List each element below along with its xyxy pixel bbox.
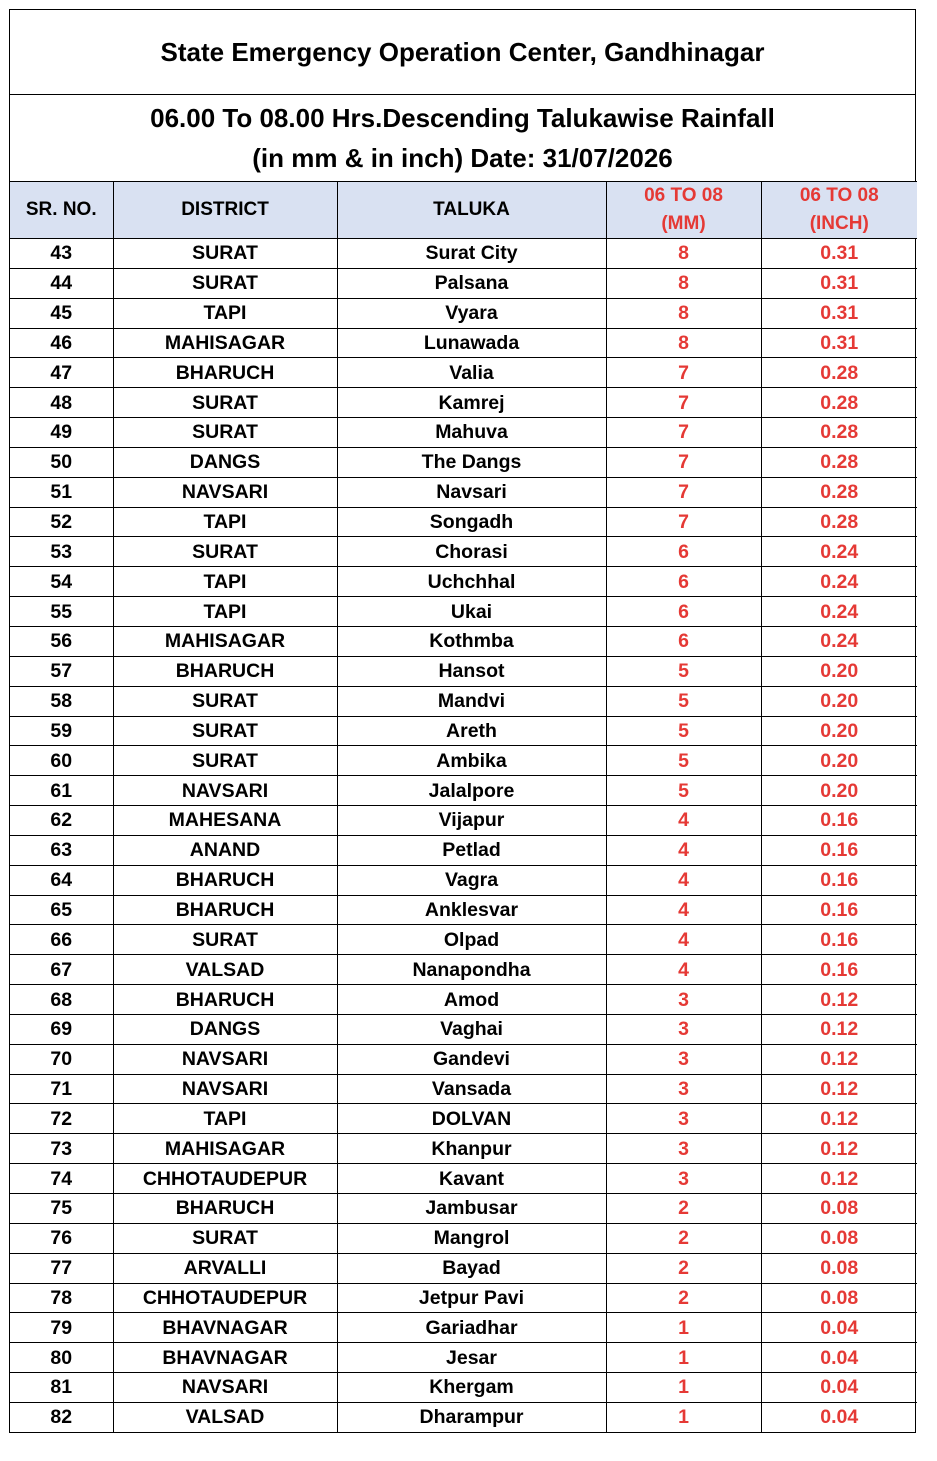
sr-no-cell: 56 bbox=[10, 626, 113, 656]
taluka-cell: Navsari bbox=[337, 477, 606, 507]
col-header-mm-line1: 06 TO 08 bbox=[644, 185, 723, 206]
taluka-cell: Mandvi bbox=[337, 686, 606, 716]
rainfall-inch-cell: 0.20 bbox=[761, 716, 917, 746]
rainfall-mm-cell: 3 bbox=[606, 1074, 761, 1104]
sr-no-cell: 58 bbox=[10, 686, 113, 716]
sr-no-cell: 47 bbox=[10, 358, 113, 388]
sr-no-cell: 76 bbox=[10, 1223, 113, 1253]
rainfall-mm-cell: 2 bbox=[606, 1283, 761, 1313]
district-cell: ANAND bbox=[113, 835, 337, 865]
table-row bbox=[10, 388, 917, 418]
rainfall-inch-cell: 0.16 bbox=[761, 955, 917, 985]
rainfall-mm-cell: 1 bbox=[606, 1343, 761, 1373]
rainfall-mm-cell: 8 bbox=[606, 298, 761, 328]
col-header-inch-line1: 06 TO 08 bbox=[799, 185, 879, 206]
rainfall-mm-cell: 8 bbox=[606, 239, 761, 269]
rainfall-mm-cell: 2 bbox=[606, 1253, 761, 1283]
sr-no-cell: 59 bbox=[10, 716, 113, 746]
district-cell: TAPI bbox=[113, 298, 337, 328]
table-row bbox=[10, 1283, 917, 1313]
rainfall-mm-cell: 3 bbox=[606, 1134, 761, 1164]
district-cell: VALSAD bbox=[113, 1402, 337, 1431]
taluka-cell: Vansada bbox=[337, 1074, 606, 1104]
sr-no-cell: 81 bbox=[10, 1373, 113, 1403]
rainfall-inch-cell: 0.04 bbox=[761, 1373, 917, 1403]
table-row bbox=[10, 1373, 917, 1403]
rainfall-inch-cell: 0.04 bbox=[761, 1343, 917, 1373]
district-cell: ARVALLI bbox=[113, 1253, 337, 1283]
taluka-cell: Mahuva bbox=[337, 418, 606, 448]
table-row bbox=[10, 985, 917, 1015]
district-cell: BHARUCH bbox=[113, 656, 337, 686]
rainfall-inch-cell: 0.28 bbox=[761, 507, 917, 537]
district-cell: VALSAD bbox=[113, 955, 337, 985]
sr-no-cell: 55 bbox=[10, 597, 113, 627]
rainfall-inch-cell: 0.28 bbox=[761, 388, 917, 418]
district-cell: BHARUCH bbox=[113, 865, 337, 895]
col-header-taluka: TALUKA bbox=[337, 182, 606, 239]
taluka-cell: Jambusar bbox=[337, 1194, 606, 1224]
subtitle-line-2: (in mm & in inch) Date: 31/07/2026 bbox=[252, 143, 673, 173]
rainfall-mm-cell: 3 bbox=[606, 1104, 761, 1134]
sr-no-cell: 62 bbox=[10, 806, 113, 836]
sr-no-cell: 65 bbox=[10, 895, 113, 925]
sr-no-cell: 74 bbox=[10, 1164, 113, 1194]
rainfall-inch-cell: 0.24 bbox=[761, 567, 917, 597]
district-cell: BHARUCH bbox=[113, 358, 337, 388]
sr-no-cell: 46 bbox=[10, 328, 113, 358]
col-header-district: DISTRICT bbox=[113, 182, 337, 239]
rainfall-inch-cell: 0.31 bbox=[761, 298, 917, 328]
taluka-cell: Khanpur bbox=[337, 1134, 606, 1164]
district-cell: BHAVNAGAR bbox=[113, 1313, 337, 1343]
rainfall-mm-cell: 1 bbox=[606, 1373, 761, 1403]
col-header-inch-line2: (INCH) bbox=[809, 213, 869, 234]
rainfall-inch-cell: 0.28 bbox=[761, 477, 917, 507]
taluka-cell: Gariadhar bbox=[337, 1313, 606, 1343]
rainfall-mm-cell: 4 bbox=[606, 925, 761, 955]
table-row bbox=[10, 925, 917, 955]
sr-no-cell: 54 bbox=[10, 567, 113, 597]
rainfall-mm-cell: 1 bbox=[606, 1313, 761, 1343]
taluka-cell: Kavant bbox=[337, 1164, 606, 1194]
rainfall-inch-cell: 0.20 bbox=[761, 746, 917, 776]
district-cell: NAVSARI bbox=[113, 1074, 337, 1104]
table-row bbox=[10, 1164, 917, 1194]
taluka-cell: Chorasi bbox=[337, 537, 606, 567]
col-header-sr-no: SR. NO. bbox=[10, 182, 113, 239]
taluka-cell: Dharampur bbox=[337, 1402, 606, 1431]
taluka-cell: The Dangs bbox=[337, 447, 606, 477]
rainfall-inch-cell: 0.24 bbox=[761, 597, 917, 627]
sr-no-cell: 70 bbox=[10, 1044, 113, 1074]
district-cell: MAHESANA bbox=[113, 806, 337, 836]
rainfall-inch-cell: 0.08 bbox=[761, 1194, 917, 1224]
district-cell: BHARUCH bbox=[113, 985, 337, 1015]
district-cell: SURAT bbox=[113, 746, 337, 776]
taluka-cell: Ukai bbox=[337, 597, 606, 627]
rainfall-mm-cell: 1 bbox=[606, 1402, 761, 1431]
sr-no-cell: 52 bbox=[10, 507, 113, 537]
district-cell: BHARUCH bbox=[113, 895, 337, 925]
table-row bbox=[10, 597, 917, 627]
sr-no-cell: 75 bbox=[10, 1194, 113, 1224]
rainfall-inch-cell: 0.16 bbox=[761, 925, 917, 955]
rainfall-inch-cell: 0.12 bbox=[761, 1074, 917, 1104]
sr-no-cell: 67 bbox=[10, 955, 113, 985]
district-cell: TAPI bbox=[113, 507, 337, 537]
taluka-cell: Palsana bbox=[337, 268, 606, 298]
rainfall-mm-cell: 3 bbox=[606, 1164, 761, 1194]
taluka-cell: Lunawada bbox=[337, 328, 606, 358]
rainfall-inch-cell: 0.16 bbox=[761, 835, 917, 865]
district-cell: DANGS bbox=[113, 1014, 337, 1044]
sr-no-cell: 48 bbox=[10, 388, 113, 418]
table-row bbox=[10, 895, 917, 925]
sr-no-cell: 79 bbox=[10, 1313, 113, 1343]
rainfall-inch-cell: 0.28 bbox=[761, 358, 917, 388]
rainfall-mm-cell: 7 bbox=[606, 358, 761, 388]
table-row bbox=[10, 1104, 917, 1134]
table-row bbox=[10, 298, 917, 328]
table-row bbox=[10, 806, 917, 836]
sr-no-cell: 43 bbox=[10, 239, 113, 269]
table-row bbox=[10, 656, 917, 686]
district-cell: NAVSARI bbox=[113, 1373, 337, 1403]
sr-no-cell: 72 bbox=[10, 1104, 113, 1134]
rainfall-inch-cell: 0.31 bbox=[761, 239, 917, 269]
rainfall-mm-cell: 5 bbox=[606, 686, 761, 716]
table-row bbox=[10, 1194, 917, 1224]
table-row bbox=[10, 447, 917, 477]
taluka-cell: Mangrol bbox=[337, 1223, 606, 1253]
rainfall-mm-cell: 5 bbox=[606, 656, 761, 686]
rainfall-inch-cell: 0.24 bbox=[761, 626, 917, 656]
rainfall-inch-cell: 0.12 bbox=[761, 1164, 917, 1194]
rainfall-inch-cell: 0.12 bbox=[761, 1134, 917, 1164]
rainfall-mm-cell: 3 bbox=[606, 1044, 761, 1074]
rainfall-mm-cell: 6 bbox=[606, 626, 761, 656]
taluka-cell: Surat City bbox=[337, 239, 606, 269]
sr-no-cell: 69 bbox=[10, 1014, 113, 1044]
table-row bbox=[10, 268, 917, 298]
sr-no-cell: 80 bbox=[10, 1343, 113, 1373]
rainfall-inch-cell: 0.04 bbox=[761, 1402, 917, 1431]
taluka-cell: Petlad bbox=[337, 835, 606, 865]
sr-no-cell: 60 bbox=[10, 746, 113, 776]
table-row bbox=[10, 626, 917, 656]
district-cell: SURAT bbox=[113, 268, 337, 298]
table-row bbox=[10, 1014, 917, 1044]
district-cell: SURAT bbox=[113, 388, 337, 418]
sr-no-cell: 61 bbox=[10, 776, 113, 806]
rainfall-inch-cell: 0.12 bbox=[761, 985, 917, 1015]
table-row bbox=[10, 1044, 917, 1074]
table-row bbox=[10, 537, 917, 567]
table-row bbox=[10, 418, 917, 448]
table-row bbox=[10, 507, 917, 537]
table-row bbox=[10, 477, 917, 507]
district-cell: TAPI bbox=[113, 597, 337, 627]
taluka-cell: Hansot bbox=[337, 656, 606, 686]
taluka-cell: Valia bbox=[337, 358, 606, 388]
rainfall-inch-cell: 0.28 bbox=[761, 447, 917, 477]
rainfall-mm-cell: 4 bbox=[606, 895, 761, 925]
table-row bbox=[10, 239, 917, 269]
table-row bbox=[10, 1223, 917, 1253]
district-cell: CHHOTAUDEPUR bbox=[113, 1283, 337, 1313]
district-cell: MAHISAGAR bbox=[113, 328, 337, 358]
table-row bbox=[10, 686, 917, 716]
taluka-cell: Ambika bbox=[337, 746, 606, 776]
district-cell: NAVSARI bbox=[113, 1044, 337, 1074]
rainfall-mm-cell: 4 bbox=[606, 955, 761, 985]
taluka-cell: Gandevi bbox=[337, 1044, 606, 1074]
rainfall-mm-cell: 3 bbox=[606, 1014, 761, 1044]
table-row bbox=[10, 1134, 917, 1164]
table-row bbox=[10, 835, 917, 865]
col-header-inch bbox=[761, 182, 917, 239]
sr-no-cell: 44 bbox=[10, 268, 113, 298]
sr-no-cell: 66 bbox=[10, 925, 113, 955]
taluka-cell: Anklesvar bbox=[337, 895, 606, 925]
district-cell: SURAT bbox=[113, 716, 337, 746]
rainfall-inch-cell: 0.08 bbox=[761, 1223, 917, 1253]
taluka-cell: Vaghai bbox=[337, 1014, 606, 1044]
district-cell: MAHISAGAR bbox=[113, 1134, 337, 1164]
rainfall-mm-cell: 6 bbox=[606, 567, 761, 597]
district-cell: SURAT bbox=[113, 686, 337, 716]
taluka-cell: Jetpur Pavi bbox=[337, 1283, 606, 1313]
rainfall-report bbox=[9, 9, 916, 1433]
taluka-cell: Jalalpore bbox=[337, 776, 606, 806]
taluka-cell: Vyara bbox=[337, 298, 606, 328]
rainfall-mm-cell: 2 bbox=[606, 1223, 761, 1253]
rainfall-inch-cell: 0.08 bbox=[761, 1283, 917, 1313]
taluka-cell: Songadh bbox=[337, 507, 606, 537]
table-row bbox=[10, 1313, 917, 1343]
table-header-row bbox=[10, 182, 917, 239]
taluka-cell: Olpad bbox=[337, 925, 606, 955]
district-cell: SURAT bbox=[113, 537, 337, 567]
sr-no-cell: 57 bbox=[10, 656, 113, 686]
rainfall-inch-cell: 0.12 bbox=[761, 1044, 917, 1074]
district-cell: NAVSARI bbox=[113, 477, 337, 507]
district-cell: SURAT bbox=[113, 239, 337, 269]
rainfall-inch-cell: 0.12 bbox=[761, 1014, 917, 1044]
sr-no-cell: 51 bbox=[10, 477, 113, 507]
rainfall-table bbox=[10, 181, 917, 1432]
rainfall-inch-cell: 0.20 bbox=[761, 686, 917, 716]
sr-no-cell: 64 bbox=[10, 865, 113, 895]
district-cell: SURAT bbox=[113, 418, 337, 448]
col-header-mm-line2: (MM) bbox=[661, 213, 706, 234]
taluka-cell: Amod bbox=[337, 985, 606, 1015]
sr-no-cell: 50 bbox=[10, 447, 113, 477]
taluka-cell: Bayad bbox=[337, 1253, 606, 1283]
rainfall-inch-cell: 0.16 bbox=[761, 865, 917, 895]
sr-no-cell: 73 bbox=[10, 1134, 113, 1164]
taluka-cell: Jesar bbox=[337, 1343, 606, 1373]
table-row bbox=[10, 328, 917, 358]
taluka-cell: Kamrej bbox=[337, 388, 606, 418]
rainfall-mm-cell: 8 bbox=[606, 268, 761, 298]
rainfall-mm-cell: 6 bbox=[606, 597, 761, 627]
district-cell: SURAT bbox=[113, 925, 337, 955]
taluka-cell: Nanapondha bbox=[337, 955, 606, 985]
table-row bbox=[10, 1402, 917, 1431]
table-row bbox=[10, 955, 917, 985]
rainfall-mm-cell: 4 bbox=[606, 806, 761, 836]
taluka-cell: Vijapur bbox=[337, 806, 606, 836]
rainfall-inch-cell: 0.24 bbox=[761, 537, 917, 567]
sr-no-cell: 68 bbox=[10, 985, 113, 1015]
sr-no-cell: 82 bbox=[10, 1402, 113, 1431]
col-header-mm bbox=[606, 182, 761, 239]
report-title: State Emergency Operation Center, Gandhinagar bbox=[10, 10, 915, 95]
report-subtitle bbox=[10, 95, 915, 181]
table-row bbox=[10, 1253, 917, 1283]
taluka-cell: DOLVAN bbox=[337, 1104, 606, 1134]
taluka-cell: Uchchhal bbox=[337, 567, 606, 597]
table-row bbox=[10, 358, 917, 388]
rainfall-mm-cell: 5 bbox=[606, 716, 761, 746]
table-row bbox=[10, 1343, 917, 1373]
rainfall-inch-cell: 0.31 bbox=[761, 328, 917, 358]
rainfall-inch-cell: 0.20 bbox=[761, 656, 917, 686]
sr-no-cell: 53 bbox=[10, 537, 113, 567]
rainfall-mm-cell: 5 bbox=[606, 776, 761, 806]
sr-no-cell: 77 bbox=[10, 1253, 113, 1283]
sr-no-cell: 49 bbox=[10, 418, 113, 448]
rainfall-inch-cell: 0.20 bbox=[761, 776, 917, 806]
rainfall-mm-cell: 6 bbox=[606, 537, 761, 567]
district-cell: CHHOTAUDEPUR bbox=[113, 1164, 337, 1194]
sr-no-cell: 45 bbox=[10, 298, 113, 328]
rainfall-inch-cell: 0.04 bbox=[761, 1313, 917, 1343]
rainfall-mm-cell: 4 bbox=[606, 835, 761, 865]
rainfall-inch-cell: 0.31 bbox=[761, 268, 917, 298]
taluka-cell: Vagra bbox=[337, 865, 606, 895]
rainfall-mm-cell: 2 bbox=[606, 1194, 761, 1224]
table-body bbox=[10, 239, 917, 1432]
district-cell: TAPI bbox=[113, 567, 337, 597]
table-row bbox=[10, 1074, 917, 1104]
district-cell: DANGS bbox=[113, 447, 337, 477]
district-cell: NAVSARI bbox=[113, 776, 337, 806]
table-row bbox=[10, 567, 917, 597]
district-cell: BHARUCH bbox=[113, 1194, 337, 1224]
rainfall-mm-cell: 7 bbox=[606, 447, 761, 477]
district-cell: SURAT bbox=[113, 1223, 337, 1253]
subtitle-line-1: 06.00 To 08.00 Hrs.Descending Talukawise Rainfall bbox=[150, 103, 775, 133]
rainfall-mm-cell: 4 bbox=[606, 865, 761, 895]
rainfall-mm-cell: 7 bbox=[606, 507, 761, 537]
rainfall-mm-cell: 7 bbox=[606, 418, 761, 448]
rainfall-mm-cell: 3 bbox=[606, 985, 761, 1015]
taluka-cell: Khergam bbox=[337, 1373, 606, 1403]
district-cell: TAPI bbox=[113, 1104, 337, 1134]
sr-no-cell: 71 bbox=[10, 1074, 113, 1104]
rainfall-mm-cell: 7 bbox=[606, 477, 761, 507]
table-row bbox=[10, 716, 917, 746]
district-cell: BHAVNAGAR bbox=[113, 1343, 337, 1373]
rainfall-inch-cell: 0.16 bbox=[761, 806, 917, 836]
rainfall-mm-cell: 5 bbox=[606, 746, 761, 776]
rainfall-mm-cell: 8 bbox=[606, 328, 761, 358]
district-cell: MAHISAGAR bbox=[113, 626, 337, 656]
rainfall-inch-cell: 0.16 bbox=[761, 895, 917, 925]
table-row bbox=[10, 776, 917, 806]
taluka-cell: Kothmba bbox=[337, 626, 606, 656]
rainfall-mm-cell: 7 bbox=[606, 388, 761, 418]
sr-no-cell: 63 bbox=[10, 835, 113, 865]
rainfall-inch-cell: 0.08 bbox=[761, 1253, 917, 1283]
taluka-cell: Areth bbox=[337, 716, 606, 746]
rainfall-inch-cell: 0.28 bbox=[761, 418, 917, 448]
sr-no-cell: 78 bbox=[10, 1283, 113, 1313]
table-row bbox=[10, 865, 917, 895]
table-row bbox=[10, 746, 917, 776]
rainfall-inch-cell: 0.12 bbox=[761, 1104, 917, 1134]
